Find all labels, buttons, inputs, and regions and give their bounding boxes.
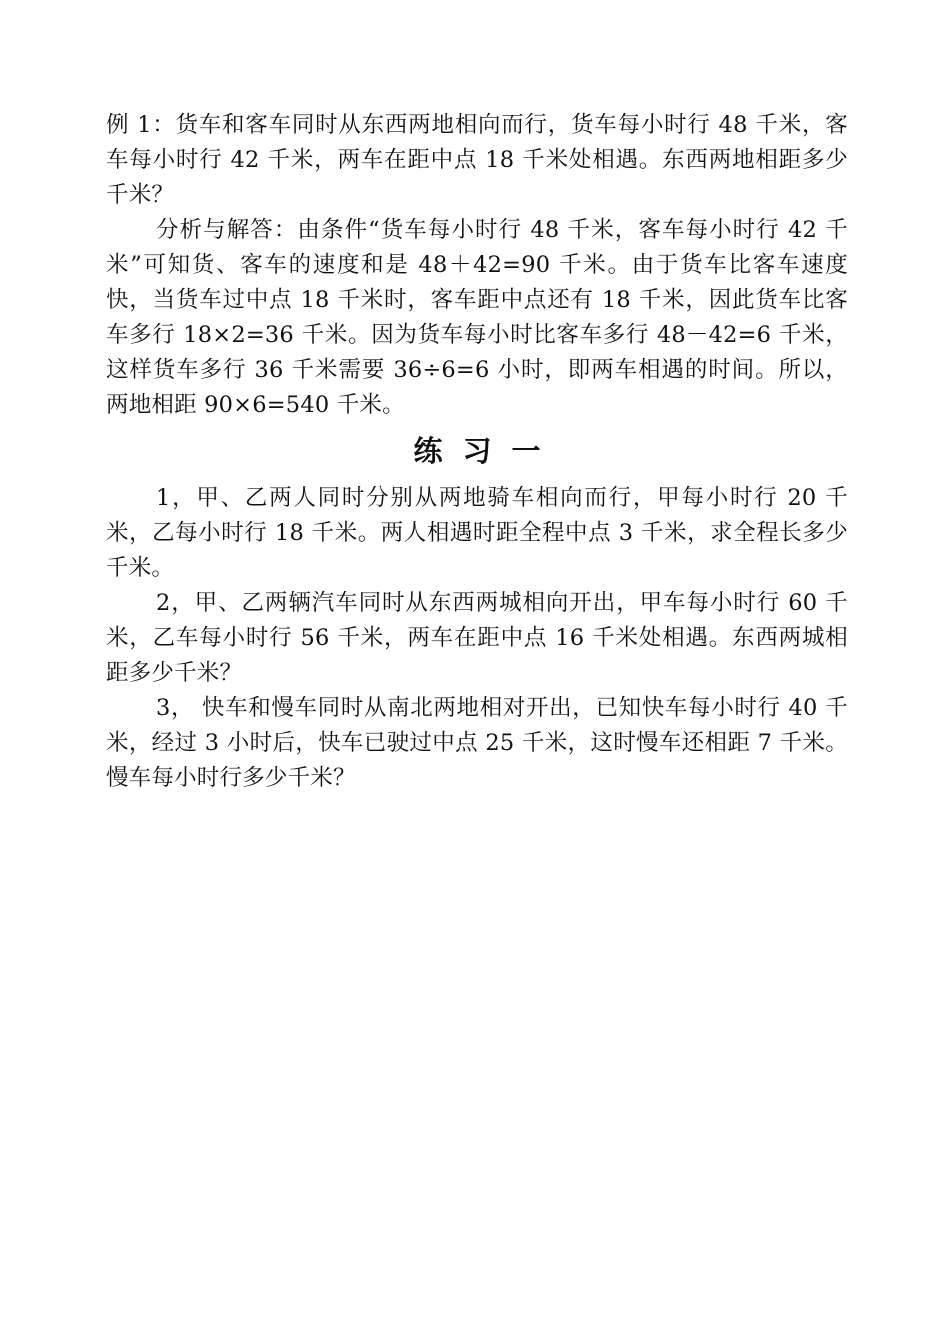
document-page	[106, 108, 848, 796]
exercise-problem-3: 3， 快车和慢车同时从南北两地相对开出，已知快车每小时行 40 千米，经过 3 小时后，快车已驶过中点 25 千米，这时慢车还相距 7 千米。慢车每小时行多少千米？	[106, 695, 848, 791]
exercise-title: 练习一	[413, 434, 561, 468]
example-analysis: 分析与解答：由条件“货车每小时行 48 千米，客车每小时行 42 千米”可知货、客车的速度和是 48＋42=90 千米。由于货车比客车速度快，当货车过中点 18 千米时，客车距中点还有 18 千米，因此货车比客车多行 18×2=36 千米。因为货车每小时比客车多行 48－42=6 千米，这样货车多行 36 千米需要 36÷6=6 小时，即两车相遇的时间。所以，两地相距 90×6=540 千米。	[106, 217, 848, 418]
exercise-problem-1: 1，甲、乙两人同时分别从两地骑车相向而行，甲每小时行 20 千米，乙每小时行 18 千米。两人相遇时距全程中点 3 千米，求全程长多少千米。	[106, 485, 848, 581]
example-question: 例 1：货车和客车同时从东西两地相向而行，货车每小时行 48 千米，客车每小时行 42 千米，两车在距中点 18 千米处相遇。东西两地相距多少千米？	[106, 112, 848, 208]
exercise-problem-2: 2，甲、乙两辆汽车同时从东西两城相向开出，甲车每小时行 60 千米，乙车每小时行 56 千米，两车在距中点 16 千米处相遇。东西两城相距多少千米？	[106, 590, 848, 686]
